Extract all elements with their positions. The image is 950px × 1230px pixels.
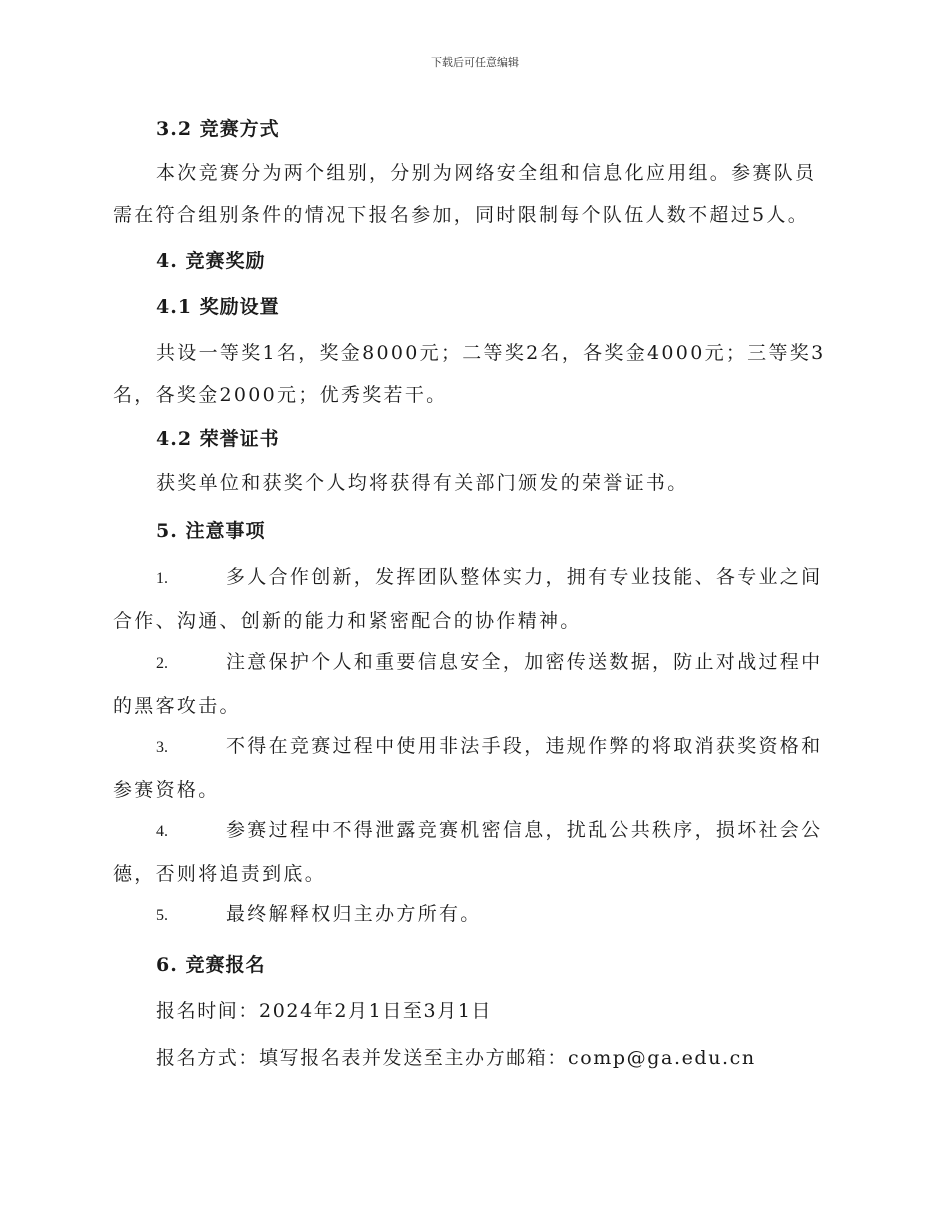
heading-4-2: 4.2 荣誉证书 (156, 428, 280, 450)
list-item-number: 2. (156, 655, 168, 672)
list-item-number: 4. (156, 823, 168, 840)
paragraph-3-2: 本次竞赛分为两个组别，分别为网络安全组和信息化应用组。参赛队员需在符合组别条件的情况下报名参加，同时限制每个队伍人数不超过5人。 (113, 162, 817, 226)
paragraph-4-2: 获奖单位和获奖个人均将获得有关部门颁发的荣誉证书。 (156, 472, 689, 494)
list-item-number: 1. (156, 570, 168, 587)
list-item-number: 5. (156, 907, 168, 924)
list-item (113, 809, 833, 895)
heading-6: 6. 竞赛报名 (156, 954, 266, 976)
registration-method: 报名方式：填写报名表并发送至主办方邮箱：comp@ga.edu.cn (156, 1047, 756, 1069)
paragraph-4-1: 共设一等奖1名，奖金8000元；二等奖2名，各奖金4000元；三等奖3名，各奖金2000元；优秀奖若干。 (113, 342, 826, 406)
list-item-text: 多人合作创新，发挥团队整体实力，拥有专业技能、各专业之间合作、沟通、创新的能力和紧密配合的协作精神。 (113, 566, 823, 632)
list-item (113, 893, 833, 937)
heading-3-2: 3.2 竞赛方式 (156, 118, 280, 140)
list-item-text: 注意保护个人和重要信息安全，加密传送数据，防止对战过程中的黑客攻击。 (113, 651, 823, 717)
list-item (113, 725, 833, 811)
heading-5: 5. 注意事项 (156, 520, 266, 542)
heading-4-1: 4.1 奖励设置 (156, 296, 280, 318)
list-item (113, 641, 833, 727)
heading-4: 4. 竞赛奖励 (156, 250, 266, 272)
list-item-number: 3. (156, 739, 168, 756)
list-item-text: 最终解释权归主办方所有。 (226, 903, 482, 925)
registration-time: 报名时间：2024年2月1日至3月1日 (156, 1000, 493, 1022)
list-item (113, 556, 833, 642)
page-header: 下载后可任意编辑 (431, 56, 519, 69)
list-item-text: 不得在竞赛过程中使用非法手段，违规作弊的将取消获奖资格和参赛资格。 (113, 735, 823, 801)
list-item-text: 参赛过程中不得泄露竞赛机密信息，扰乱公共秩序，损坏社会公德，否则将追责到底。 (113, 819, 823, 885)
